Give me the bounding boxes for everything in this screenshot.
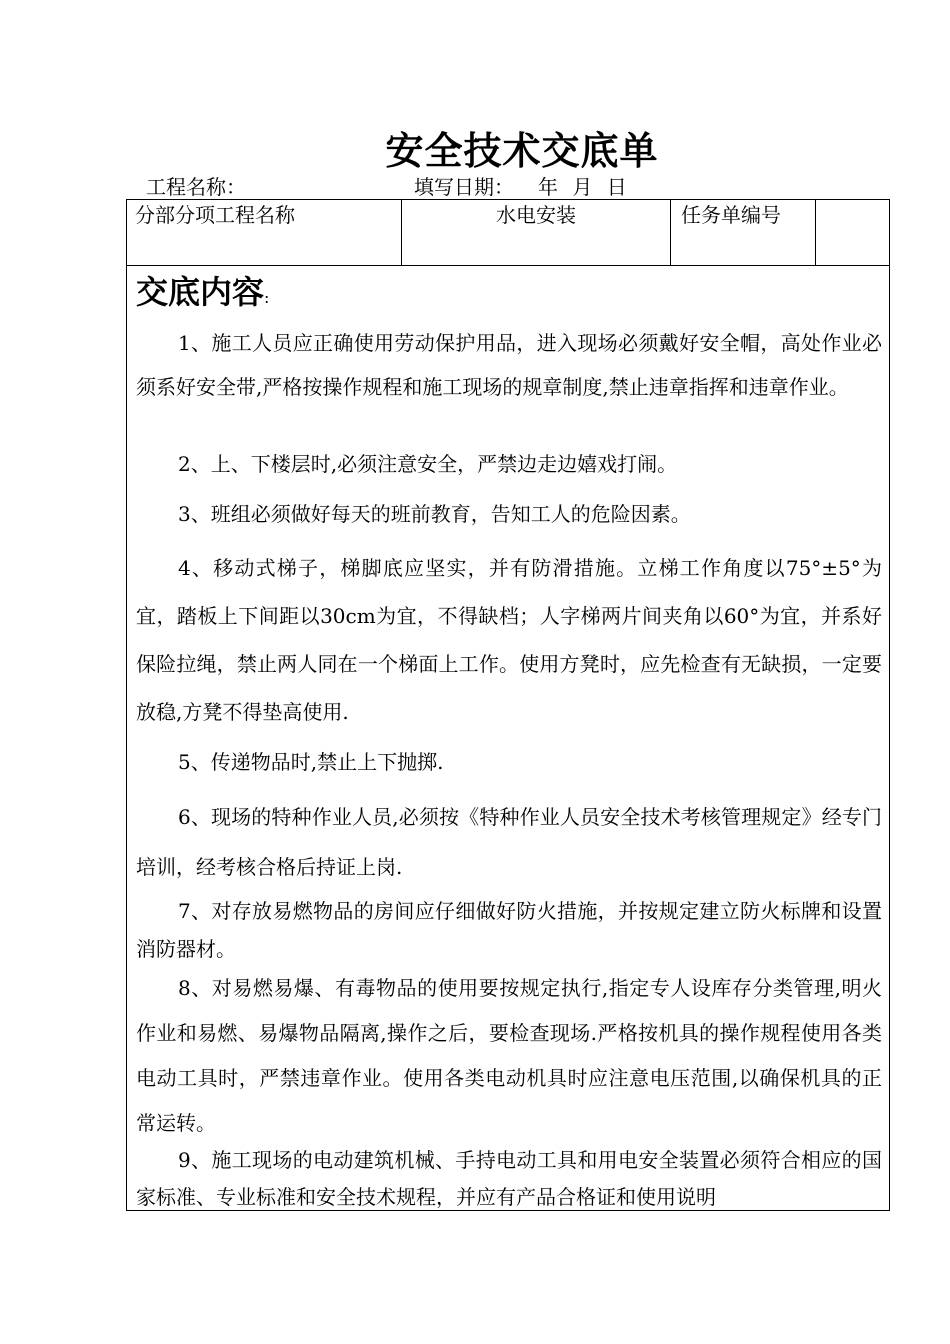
content-item-9 <box>136 1142 882 1212</box>
content-heading-text: 交底内容 <box>136 273 265 311</box>
content-item-5 <box>136 747 882 777</box>
fill-date <box>414 175 631 199</box>
content-item-3 <box>136 499 882 529</box>
content-item-text: 1、施工人员应正确使用劳动保护用品，进入现场必须戴好安全帽，高处作业必须系好安全带,严格按操作规程和施工现场的规章制度,禁止违章指挥和违章作业。 <box>136 331 882 399</box>
content-item-1 <box>136 321 882 409</box>
content-item-7 <box>136 892 882 968</box>
sub-project-label: 分部分项工程名称 <box>127 200 402 266</box>
content-item-text: 6、现场的特种作业人员,必须按《特种作业人员安全技术考核管理规定》经专门培训，经考核合格后持证上岗. <box>136 805 882 879</box>
content-heading <box>136 270 269 320</box>
fill-date-value: 年 月 日 <box>538 175 631 199</box>
content-item-2 <box>136 449 882 479</box>
document-title: 安全技术交底单 <box>385 128 659 173</box>
fill-date-label: 填写日期： <box>414 175 514 199</box>
content-item-text: 9、施工现场的电动建筑机械、手持电动工具和用电安全装置必须符合相应的国家标准、专业标准和安全技术规程，并应有产品合格证和使用说明 <box>136 1148 882 1209</box>
content-item-6 <box>136 792 882 892</box>
task-no-label: 任务单编号 <box>671 200 816 266</box>
content-item-text: 5、传递物品时,禁止上下抛掷. <box>178 750 444 774</box>
content-item-8 <box>136 966 882 1146</box>
task-no-value <box>816 200 890 266</box>
content-item-text: 7、对存放易燃物品的房间应仔细做好防火措施，并按规定建立防火标牌和设置消防器材。 <box>136 899 882 961</box>
content-item-4 <box>136 544 882 736</box>
header-table <box>126 199 890 265</box>
content-item-text: 4、移动式梯子，梯脚底应坚实，并有防滑措施。立梯工作角度以75°±5°为宜，踏板上下间距以30cm为宜，不得缺档；人字梯两片间夹角以60°为宜，并系好保险拉绳，禁止两人同在一个梯面上工作。使用方凳时，应先检查有无缺损，一定要放稳,方凳不得垫高使用. <box>136 556 882 724</box>
sub-project-value: 水电安装 <box>402 200 671 266</box>
project-name-label: 工程名称： <box>146 175 246 199</box>
content-item-text: 2、上、下楼层时,必须注意安全，严禁边走边嬉戏打闹。 <box>178 452 678 476</box>
content-heading-colon: : <box>264 288 270 307</box>
content-item-text: 8、对易燃易爆、有毒物品的使用要按规定执行,指定专人设库存分类管理,明火作业和易燃、易爆物品隔离,操作之后，要检查现场.严格按机具的操作规程使用各类电动工具时，严禁违章作业。使用各类电动机具时应注意电压范围,以确保机具的正常运转。 <box>136 976 882 1135</box>
content-item-text: 3、班组必须做好每天的班前教育，告知工人的危险因素。 <box>178 502 691 526</box>
